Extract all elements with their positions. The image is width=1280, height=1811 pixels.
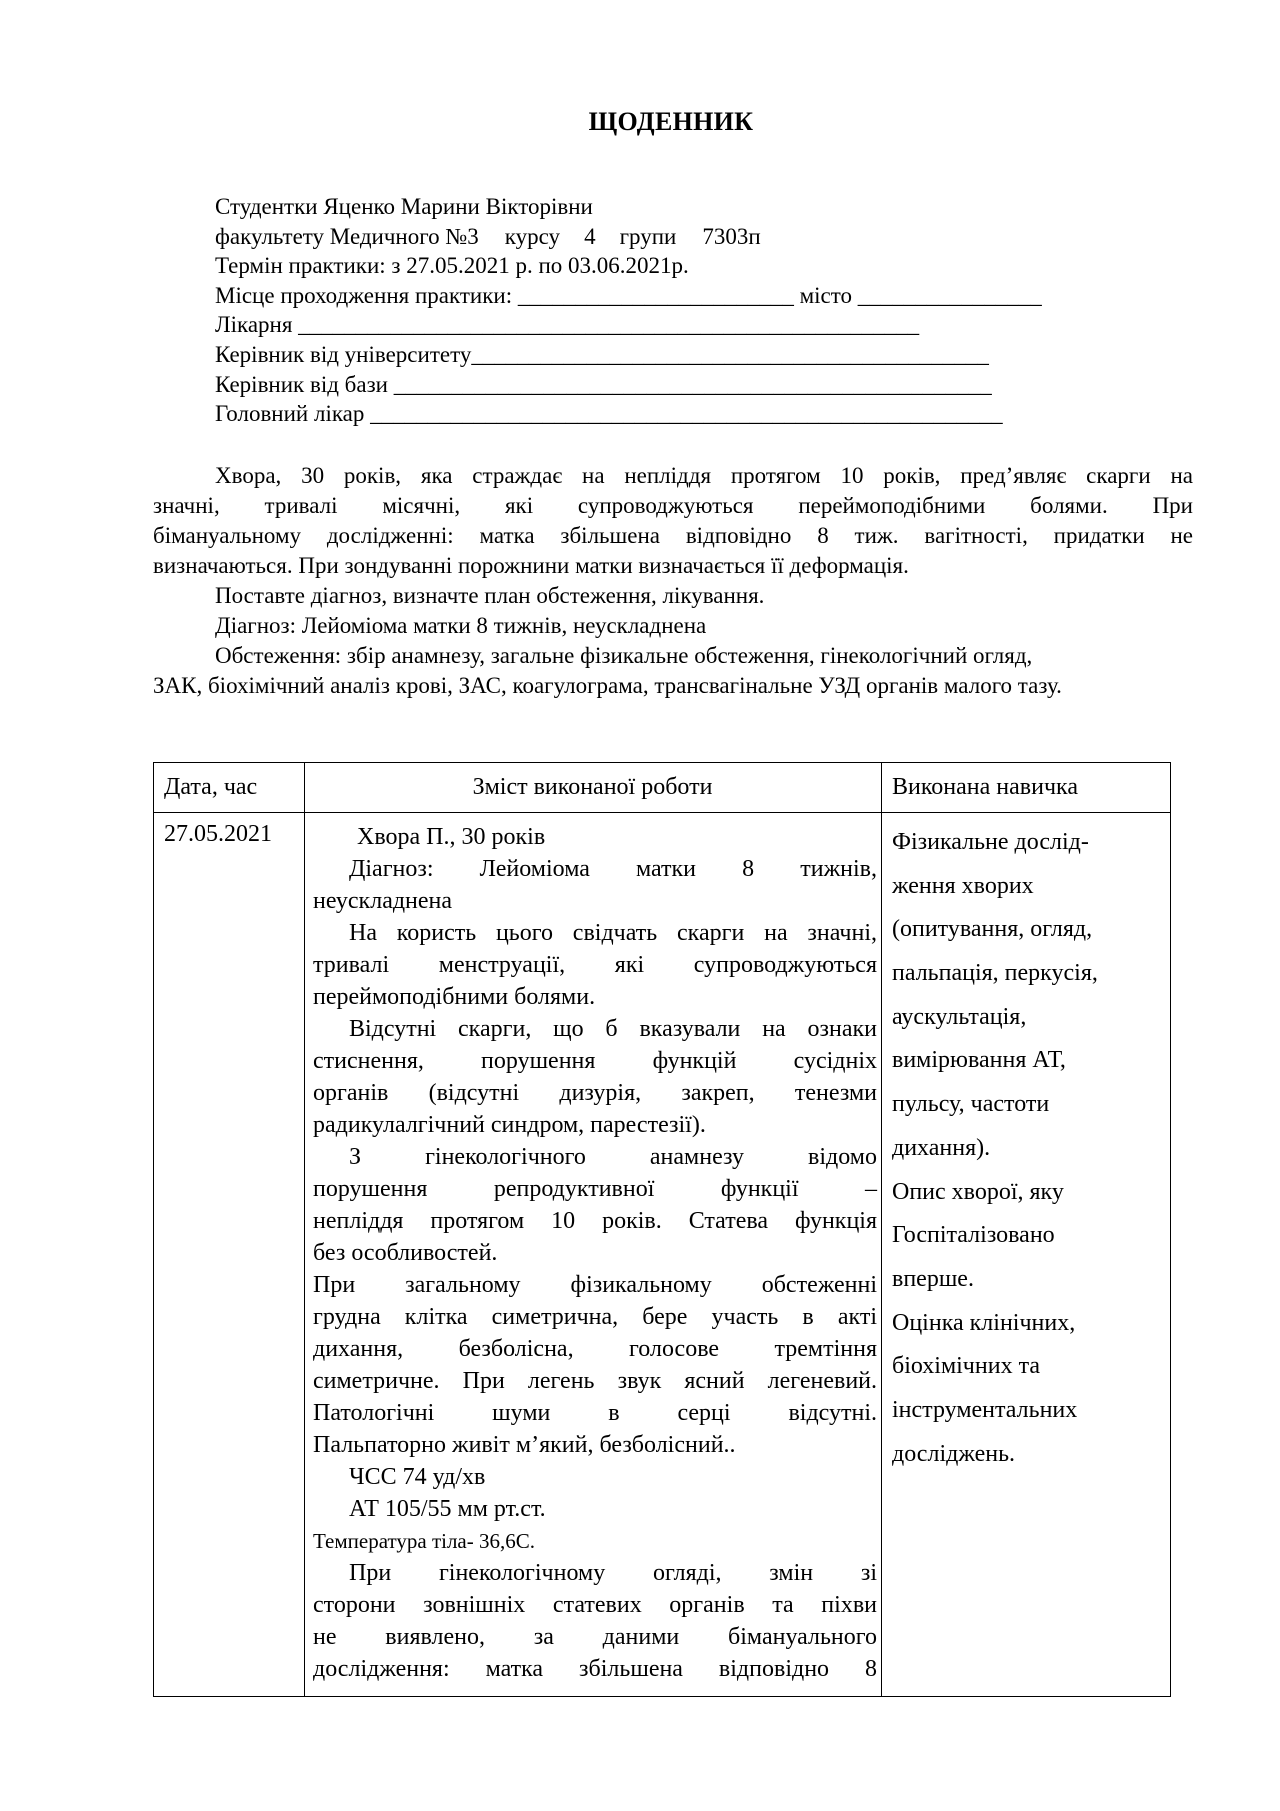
content-line: Пальпаторно живіт м’який, безболісний.. [313, 1432, 736, 1458]
case-examination: Обстеження: збір анамнезу, загальне фізикальне обстеження, гінекологічний огляд, [215, 643, 1033, 668]
faculty-line [215, 222, 1215, 252]
student-name-line: Студентки Яценко Марини Вікторівни [215, 194, 593, 219]
clinical-case [153, 461, 1193, 701]
page-title: ЩОДЕННИК [588, 107, 754, 136]
entry-date: 27.05.2021 [164, 821, 272, 847]
content-line: На користь цього свідчать скарги на значні, [349, 920, 877, 946]
skill-line: інструментальних [892, 1396, 1078, 1423]
place-line [215, 281, 1215, 311]
content-line: без особливостей. [313, 1240, 498, 1266]
content-line: непліддя протягом 10 років. Статева функція [313, 1208, 877, 1234]
case-line: бімануальному дослідженні: матка збільшена відповідно 8 тиж. вагітності, придатки не [153, 523, 1193, 548]
content-line: переймоподібними болями. [313, 984, 596, 1010]
header-skill: Виконана навичка [892, 774, 1078, 800]
case-examination-cont: ЗАК, біохімічний аналіз крові, ЗАС, коагулограма, трансвагінальне УЗД органів малого тазу. [153, 673, 1062, 698]
content-line: З гінекологічного анамнезу відомо [349, 1144, 877, 1170]
faculty-text: факультету Медичного №3 [215, 223, 479, 249]
content-line: дихання, безболісна, голосове тремтіння [313, 1336, 877, 1362]
skill-line: досліджень. [892, 1440, 1016, 1467]
skill-line: Фізикальне дослід- [892, 829, 1089, 855]
case-line: Хвора, 30 років, яка страждає на непліддя протягом 10 років, пред’являє скарги на [215, 463, 1193, 488]
skill-line: біохімічних та [892, 1353, 1040, 1380]
student-info [215, 192, 1215, 429]
content-line: Відсутні скарги, що б вказували на ознаки [349, 1016, 877, 1042]
content-line: дослідження: матка збільшена відповідно 8 [313, 1656, 877, 1682]
patient-line: Хвора П., 30 років [357, 824, 546, 850]
university-supervisor-line: Керівник від університету_____________________________________________ [215, 341, 989, 367]
content-line: Патологічні шуми в серці відсутні. [313, 1400, 877, 1426]
base-supervisor-line: Керівник від бази ____________________________________________________ [215, 371, 992, 397]
skill-line: вперше. [892, 1265, 974, 1292]
content-line: органів (відсутні дизурія, закреп, тенезми [313, 1080, 877, 1106]
content-line: При загальному фізикальному обстеженні [313, 1272, 877, 1298]
skill-line: Оцінка клінічних, [892, 1309, 1076, 1336]
content-line: тривалі менструації, які супроводжуються [313, 952, 877, 978]
skill-line: Опис хворої, яку [892, 1178, 1064, 1205]
content-line: При гінекологічному огляді, змін зі [349, 1560, 877, 1586]
group-label: групи [619, 223, 677, 249]
group-value: 7303п [702, 223, 761, 249]
work-content [313, 821, 877, 1685]
diary-table [153, 762, 1171, 1697]
city-label: місто [799, 282, 852, 308]
skill-line: пальпація, перкусія, [892, 960, 1098, 987]
content-line: сторони зовнішніх статевих органів та піхви [313, 1592, 877, 1618]
skill-line: вимірювання АТ, [892, 1047, 1066, 1074]
term-line: Термін практики: з 27.05.2021 р. по 03.06.2021р. [215, 253, 689, 279]
place-label: Місце проходження практики: [215, 282, 513, 308]
course-label: курсу [504, 223, 561, 249]
skill-line: пульсу, частоти [892, 1091, 1050, 1118]
case-line: значні, тривалі місячні, які супроводжуються переймоподібними болями. При [153, 493, 1193, 518]
skill-line: дихання). [892, 1134, 991, 1161]
hospital-line: Лікарня ______________________________________________________ [215, 312, 920, 338]
skill-line: (опитування, огляд, [892, 916, 1093, 943]
case-diagnosis: Діагноз: Лейоміома матки 8 тижнів, неускладнена [215, 613, 707, 638]
diagnosis-line: Діагноз: Лейоміома матки 8 тижнів, [349, 856, 877, 882]
case-line: визначаються. При зондуванні порожнини матки визначається її деформація. [153, 553, 909, 578]
course-value: 4 [584, 223, 596, 249]
content-line: порушення репродуктивної функції – [313, 1176, 877, 1202]
skill-line: ження хворих [892, 872, 1034, 899]
content-line: стиснення, порушення функцій сусідніх [313, 1048, 877, 1074]
heart-rate: ЧСС 74 уд/хв [349, 1464, 486, 1490]
content-line: радикулалгічний синдром, парестезії). [313, 1112, 706, 1138]
skills-list [892, 821, 1162, 1476]
case-task: Поставте діагноз, визначте план обстеження, лікування. [215, 583, 765, 608]
blood-pressure: АТ 105/55 мм рт.ст. [349, 1496, 546, 1522]
header-date: Дата, час [164, 774, 258, 800]
skill-line: Госпіталізовано [892, 1222, 1055, 1249]
header-content: Зміст виконаної роботи [472, 774, 713, 800]
temperature: Температура тіла- 36,6С. [313, 1529, 536, 1553]
content-line: грудна клітка симетрична, бере участь в акті [313, 1304, 877, 1330]
place-blank: ________________________ [517, 282, 794, 308]
city-blank: ________________ [857, 282, 1042, 308]
chief-doctor-line: Головний лікар _______________________________________________________ [215, 401, 1003, 427]
content-line: не виявлено, за даними бімануального [313, 1624, 877, 1650]
diagnosis-line: неускладнена [313, 888, 453, 914]
skill-line: аускультація, [892, 1003, 1027, 1030]
content-line: симетричне. При легень звук ясний легеневий. [313, 1368, 877, 1394]
